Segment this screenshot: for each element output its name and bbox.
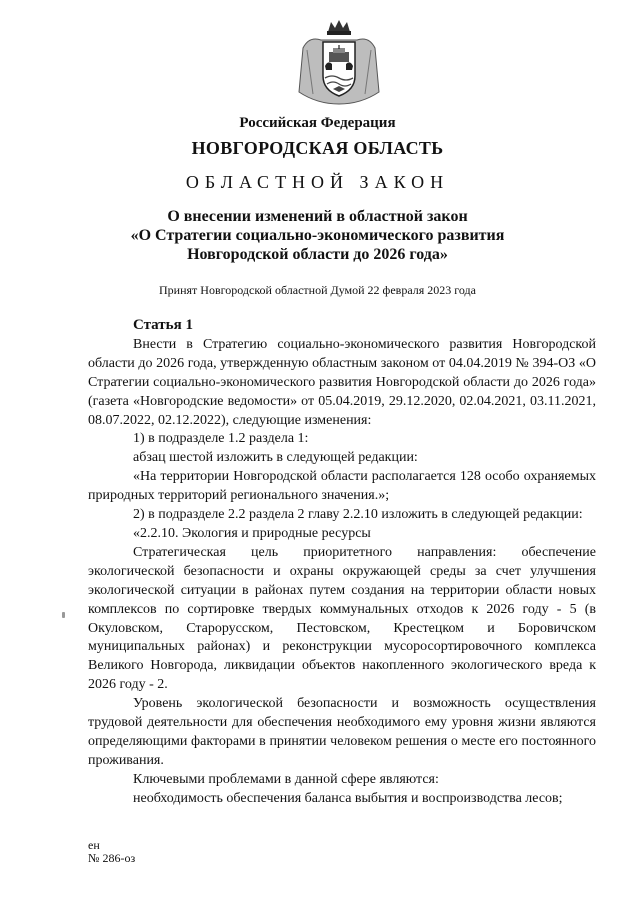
body-paragraph: Ключевыми проблемами в данной сфере являются: [133,771,439,787]
body-paragraph: 2) в подразделе 2.2 раздела 2 главу 2.2.10 изложить в следующей редакции: [133,507,583,523]
scan-speck [62,612,65,618]
document-footer [88,839,135,865]
law-title-line: Новгородской области до 2026 года» [187,246,448,263]
law-title [0,207,635,264]
body-paragraph: 1) в подразделе 1.2 раздела 1: [133,431,309,447]
body-paragraph: необходимость обеспечения баланса выбытия и воспроизводства лесов; [133,790,563,806]
country-name: Российская Федерация [239,115,396,131]
body-paragraph: Стратегическая цель приоритетного направления: обеспечение экологической безопасности и охраны окружающей среды за счет улучшения экологической ситуации в районах путем создания на территории области новых комплексов по сортировке твердых коммунальных отходов к 2026 году - 5 (в Окуловском, Старорусском, Пестовском, Крестецком и Боровичском муниципальных районах) и реконструкции мусоросортировочного комплекса Великого Новгорода, ликвидации объектов накопленного экологического вреда к 2026 году - 2. [88,544,596,693]
body-paragraph: абзац шестой изложить в следующей редакции: [133,450,418,466]
region-name: НОВГОРОДСКАЯ ОБЛАСТЬ [191,138,444,158]
article-heading: Статья 1 [133,317,193,333]
law-type: ОБЛАСТНОЙ ЗАКОН [185,172,450,192]
law-title-line: О внесении изменений в областной закон [167,208,468,225]
novgorod-coat-of-arms-icon [295,18,383,106]
body-paragraph: «2.2.10. Экология и природные ресурсы [133,525,371,541]
adoption-note: Принят Новгородской областной Думой 22 февраля 2023 года [159,283,476,297]
footer-initials: ен [88,838,100,852]
document-body [88,316,596,809]
body-paragraph: Внести в Стратегию социально-экономического развития Новгородской области до 2026 года, утвержденную областным законом от 04.04.2019 № 394-ОЗ «О Стратегии социально-экономического развития Новгородской области до 2026 года» (газета «Новгородские ведомости» от 05.04.2019, 29.12.2020, 02.04.2021, 03.11.2021, 08.07.2022, 02.12.2022), следующие изменения: [88,336,596,428]
body-paragraph: «На территории Новгородской области располагается 128 особо охраняемых природных территорий регионального значения.»; [88,469,596,504]
law-title-line: «О Стратегии социально-экономического развития [130,227,505,244]
body-paragraph: Уровень экологической безопасности и возможность осуществления трудовой деятельности для обеспечения необходимого ему уровня жизни являются определяющими факторами в принятии человеком решения о месте его постоянного проживания. [88,696,596,768]
footer-doc-number: № 286-оз [88,851,136,865]
